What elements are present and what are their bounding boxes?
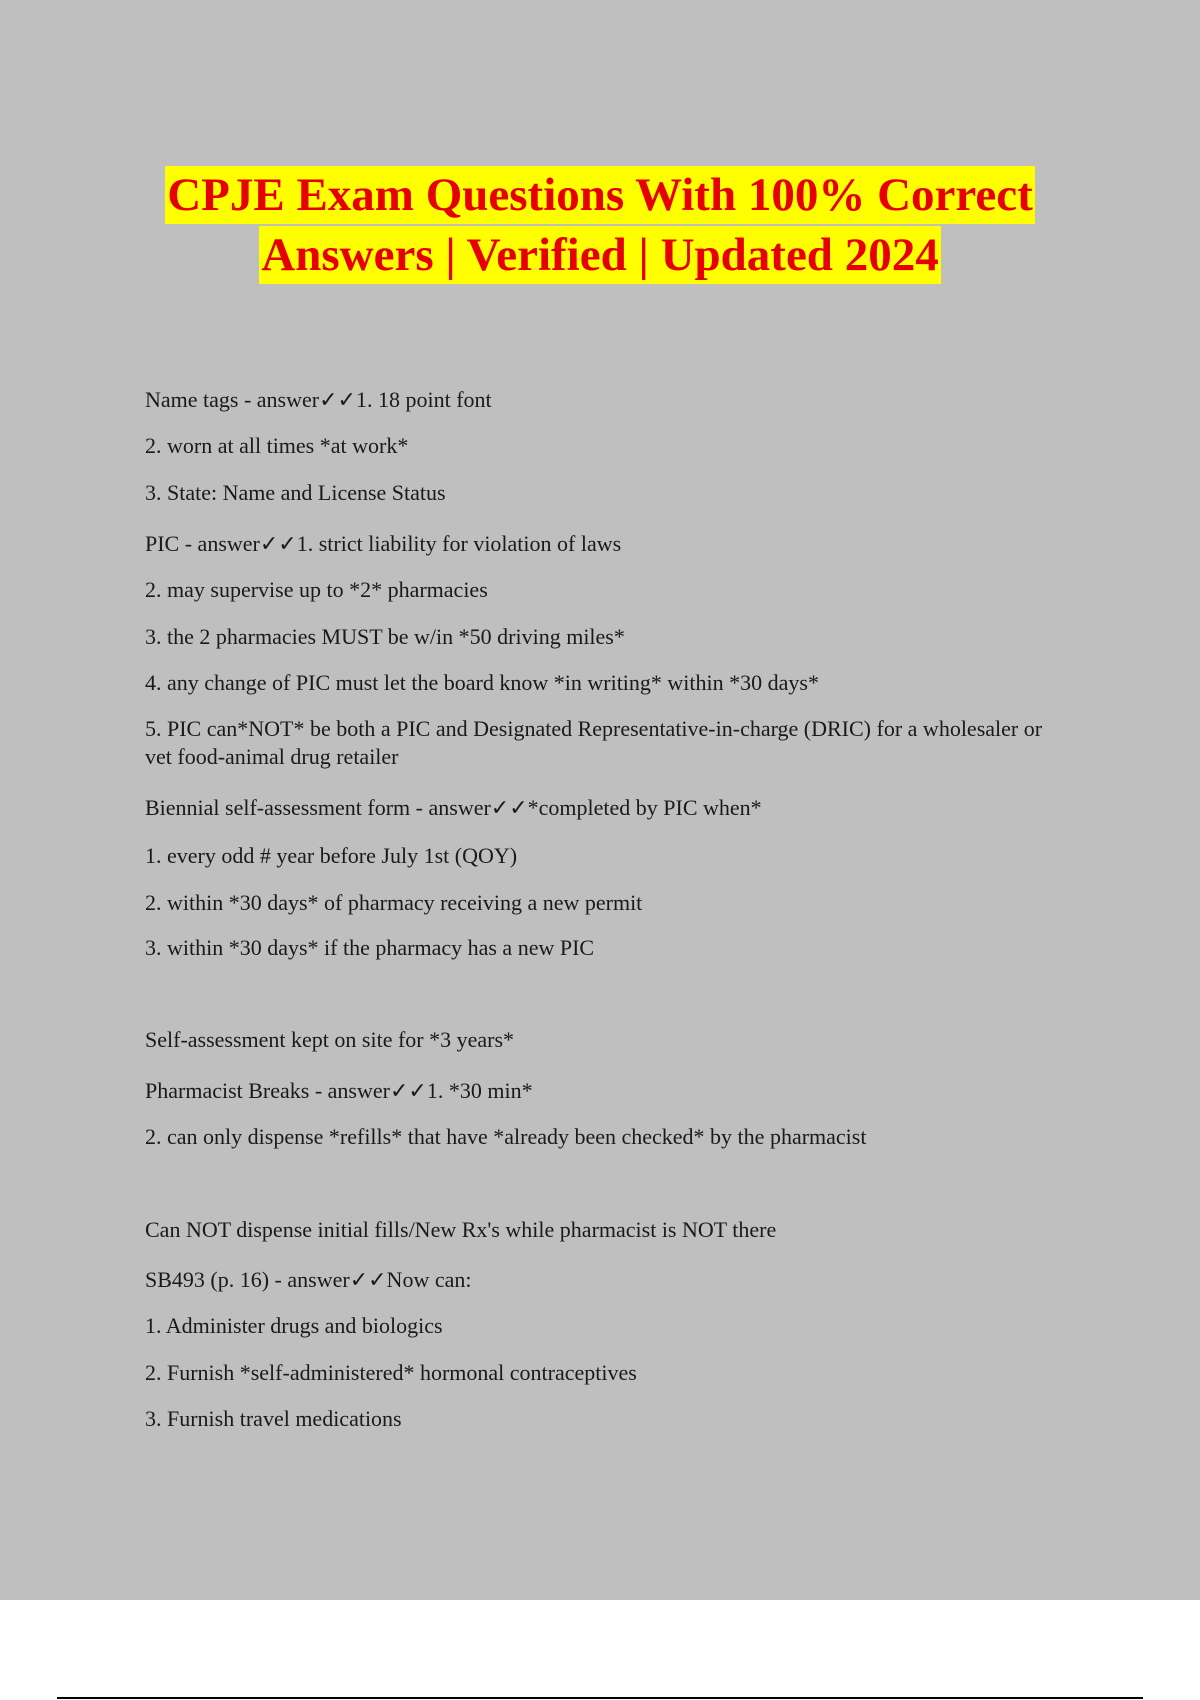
text-line: 3. within *30 days* if the pharmacy has a new PIC	[145, 935, 595, 960]
text-line: 2. worn at all times *at work*	[145, 433, 409, 458]
text-line: Name tags - answer✓✓1. 18 point font	[145, 387, 492, 412]
text-line: 2. within *30 days* of pharmacy receiving a new permit	[145, 890, 643, 915]
text-line: 3. the 2 pharmacies MUST be w/in *50 driving miles*	[145, 624, 625, 649]
text-line: PIC - answer✓✓1. strict liability for violation of laws	[145, 531, 622, 556]
text-line: 2. may supervise up to *2* pharmacies	[145, 577, 488, 602]
document-title	[0, 166, 1200, 286]
text-line: 1. Administer drugs and biologics	[145, 1313, 443, 1338]
footer-divider	[57, 1697, 1143, 1699]
text-line: Pharmacist Breaks - answer✓✓1. *30 min*	[145, 1078, 533, 1103]
text-line: 4. any change of PIC must let the board know *in writing* within *30 days*	[145, 670, 819, 695]
text-line: 1. every odd # year before July 1st (QOY)	[145, 843, 518, 868]
title-line-2: Answers | Verified | Updated 2024	[259, 226, 940, 284]
text-line: 3. State: Name and License Status	[145, 480, 446, 505]
text-line: 2. can only dispense *refills* that have *already been checked* by the pharmacist	[145, 1124, 867, 1149]
text-line: Can NOT dispense initial fills/New Rx's while pharmacist is NOT there	[145, 1217, 777, 1242]
text-line: 3. Furnish travel medications	[145, 1406, 402, 1431]
text-line: Self-assessment kept on site for *3 years*	[145, 1027, 515, 1052]
text-line: Biennial self-assessment form - answer✓✓*completed by PIC when*	[145, 795, 762, 820]
text-line: 2. Furnish *self-administered* hormonal contraceptives	[145, 1360, 637, 1385]
text-line: 5. PIC can*NOT* be both a PIC and Designated Representative-in-charge (DRIC) for a wholesaler or vet food-animal drug retailer	[145, 716, 1043, 769]
title-line-1: CPJE Exam Questions With 100% Correct	[165, 166, 1035, 224]
text-line: SB493 (p. 16) - answer✓✓Now can:	[145, 1267, 472, 1292]
